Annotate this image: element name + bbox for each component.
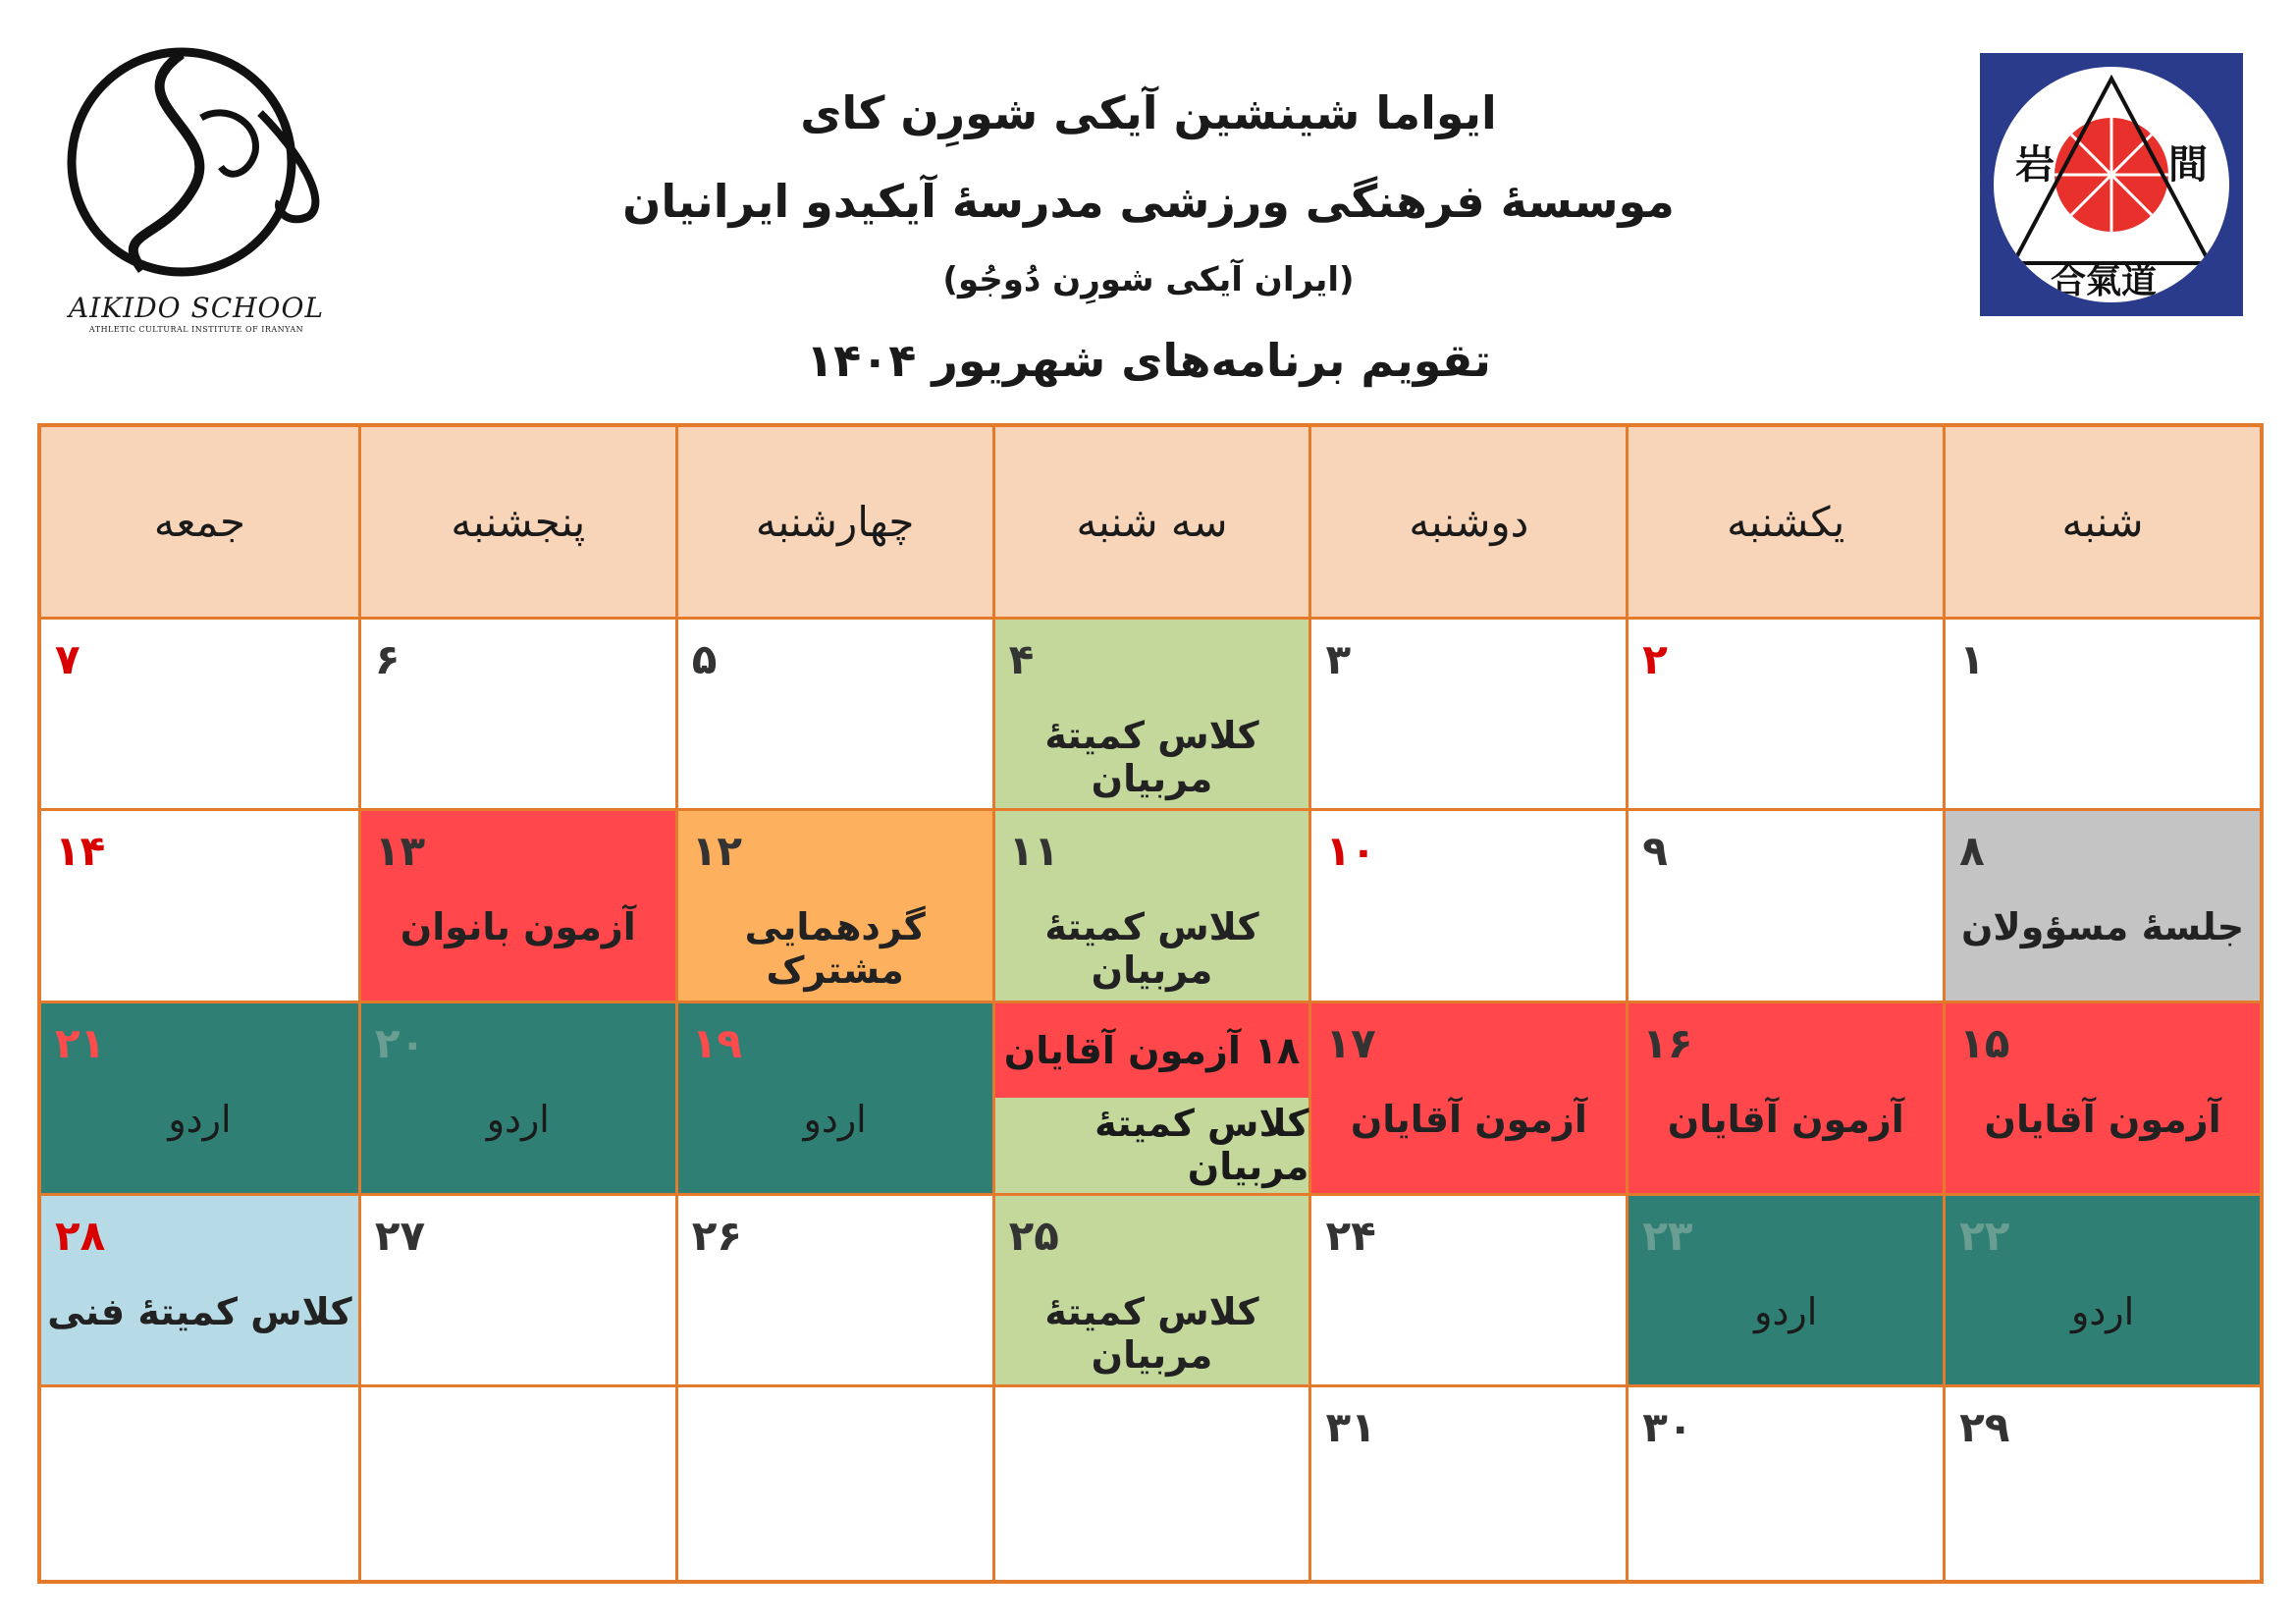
calendar-day-cell [41, 1003, 358, 1196]
calendar-grid [37, 423, 2264, 1584]
event-label: آزمون آقایان [1003, 1029, 1241, 1072]
day-number: ۱۲ [691, 827, 742, 876]
calendar-day-cell [1308, 620, 1626, 812]
day-number: ۱۱ [1008, 827, 1059, 876]
day-number: ۶ [374, 634, 400, 683]
emblem-inner [1994, 67, 2229, 302]
calendar-day-cell [992, 620, 1309, 812]
calendar-day-cell [1626, 1003, 1943, 1196]
calendar-day-cell [1626, 1196, 1943, 1388]
calendar-day-cell [675, 1387, 992, 1580]
calendar-day-cell [992, 1196, 1309, 1388]
day-number: ۲۲ [1959, 1211, 2010, 1260]
day-number: ۲۴ [1325, 1211, 1376, 1260]
day-number: ۱۵ [1959, 1019, 2010, 1067]
event-label: اردو [168, 1098, 232, 1141]
kanji-top-right: 岩 [2015, 141, 2055, 188]
calendar-day-cell [41, 1387, 358, 1580]
aikido-school-emblem-icon [54, 44, 339, 290]
calendar-day-cell [1943, 1196, 2260, 1388]
event-label: آزمون آقایان [1350, 1098, 1587, 1141]
title-line-2: موسسۀ فرهنگی ورزشی مدرسۀ آیکیدو ایرانیان [622, 175, 1675, 228]
day-number: ۷ [55, 634, 80, 683]
event-label: اردو [1754, 1289, 1818, 1333]
split-event-top [995, 1003, 1309, 1098]
calendar-day-cell [675, 811, 992, 1003]
day-number: ۲۸ [55, 1211, 106, 1260]
event-label-secondary: کلاس کمیتۀ مربیان [995, 1098, 1309, 1193]
weekday-header [358, 427, 675, 620]
event-label: کلاس کمیتۀ مربیان [1044, 905, 1259, 993]
calendar-day-cell [1626, 620, 1943, 812]
calendar-day-cell [358, 620, 675, 812]
event-label: اردو [486, 1098, 550, 1141]
day-number: ۵ [691, 634, 718, 683]
aikido-school-logo [54, 44, 339, 339]
weekday-label: چهارشنبه [755, 497, 915, 546]
calendar-day-cell [1943, 620, 2260, 812]
weekday-label: پنجشنبه [451, 497, 586, 546]
day-number: ۸ [1959, 827, 1985, 876]
calendar-day-cell [1943, 1387, 2260, 1580]
day-number: ۲۰ [374, 1019, 426, 1067]
weekday-label: شنبه [2061, 497, 2144, 546]
calendar-day-cell [675, 1196, 992, 1388]
title-line-3: (ایران آیکی شورِن دُوجُو) [942, 260, 1355, 299]
calendar-day-cell [675, 1003, 992, 1196]
aikikai-emblem [1980, 53, 2243, 316]
calendar-day-cell [992, 811, 1309, 1003]
title-line-1: ایواما شینشین آیکی شورِن کای [800, 86, 1497, 139]
day-number: ۱۳ [374, 827, 426, 876]
weekday-header [41, 427, 358, 620]
weekday-header [1626, 427, 1943, 620]
weekday-label: جمعه [153, 497, 245, 546]
day-number: ۱ [1959, 634, 1985, 683]
day-number: ۱۹ [691, 1019, 742, 1067]
event-label: آزمون آقایان [1667, 1098, 1904, 1141]
day-number: ۱۴ [55, 827, 106, 876]
calendar-day-cell [1943, 811, 2260, 1003]
event-label: کلاس کمیتۀ مربیان [1044, 713, 1259, 800]
calendar-day-cell [41, 1196, 358, 1388]
event-label: جلسۀ مسؤولان [1960, 905, 2245, 949]
calendar-day-cell [992, 1387, 1309, 1580]
weekday-header [1308, 427, 1626, 620]
day-number: ۲۹ [1959, 1403, 2010, 1452]
kanji-top-left: 間 [2168, 141, 2208, 188]
event-label: کلاس کمیتۀ مربیان [1044, 1289, 1259, 1377]
day-number: ۱۷ [1325, 1019, 1376, 1067]
event-label: آزمون آقایان [1984, 1098, 2221, 1141]
calendar-day-cell [358, 1196, 675, 1388]
calendar-day-cell [1308, 1196, 1626, 1388]
day-number: ۱۰ [1325, 827, 1376, 876]
day-number: ۴ [1008, 634, 1035, 683]
event-label: اردو [803, 1098, 867, 1141]
weekday-header [675, 427, 992, 620]
event-label: کلاس کمیتۀ فنی [47, 1289, 352, 1333]
day-number: ۹ [1642, 827, 1668, 876]
calendar-day-cell [1308, 811, 1626, 1003]
calendar-day-cell [1308, 1003, 1626, 1196]
day-number: ۲ [1642, 634, 1668, 683]
calendar-day-cell [41, 811, 358, 1003]
day-number: ۲۵ [1008, 1211, 1059, 1260]
day-number: ۲۳ [1642, 1211, 1693, 1260]
weekday-label: دوشنبه [1409, 497, 1529, 546]
calendar-day-cell [1308, 1387, 1626, 1580]
weekday-header [1943, 427, 2260, 620]
calendar-day-cell [358, 1003, 675, 1196]
weekday-label: سه شنبه [1076, 497, 1228, 546]
calendar-day-cell [358, 1387, 675, 1580]
calendar-day-cell [41, 620, 358, 812]
event-label: آزمون بانوان [400, 905, 636, 949]
event-label: گردهمایی مشترک [744, 905, 926, 993]
day-number: ۲۶ [691, 1211, 742, 1260]
day-number: ۳ [1325, 634, 1352, 683]
day-number: ۲۱ [55, 1019, 106, 1067]
kanji-bottom: 合氣道 [2051, 260, 2158, 301]
calendar-day-cell [1943, 1003, 2260, 1196]
day-number: ۱۶ [1642, 1019, 1693, 1067]
weekday-label: یکشنبه [1727, 497, 1845, 546]
day-number: ۲۷ [374, 1211, 426, 1260]
logo-sub-text: ATHLETIC CULTURAL INSTITUTE OF IRANYAN [88, 325, 304, 334]
day-number: ۱۸ [1254, 1029, 1301, 1072]
logo-brand-text: AIKIDO SCHOOL [68, 292, 325, 324]
day-number: ۳۰ [1642, 1403, 1693, 1452]
page-title [589, 69, 1708, 314]
calendar-day-cell [1626, 811, 1943, 1003]
calendar-subtitle: تقویم برنامه‌های شهریور ۱۴۰۴ [806, 334, 1491, 387]
calendar-day-cell [1626, 1387, 1943, 1580]
day-number: ۳۱ [1325, 1403, 1376, 1452]
calendar-day-cell [675, 620, 992, 812]
event-label: اردو [2070, 1289, 2135, 1333]
calendar-day-cell [358, 811, 675, 1003]
calendar-day-cell [992, 1003, 1309, 1196]
weekday-header [992, 427, 1309, 620]
